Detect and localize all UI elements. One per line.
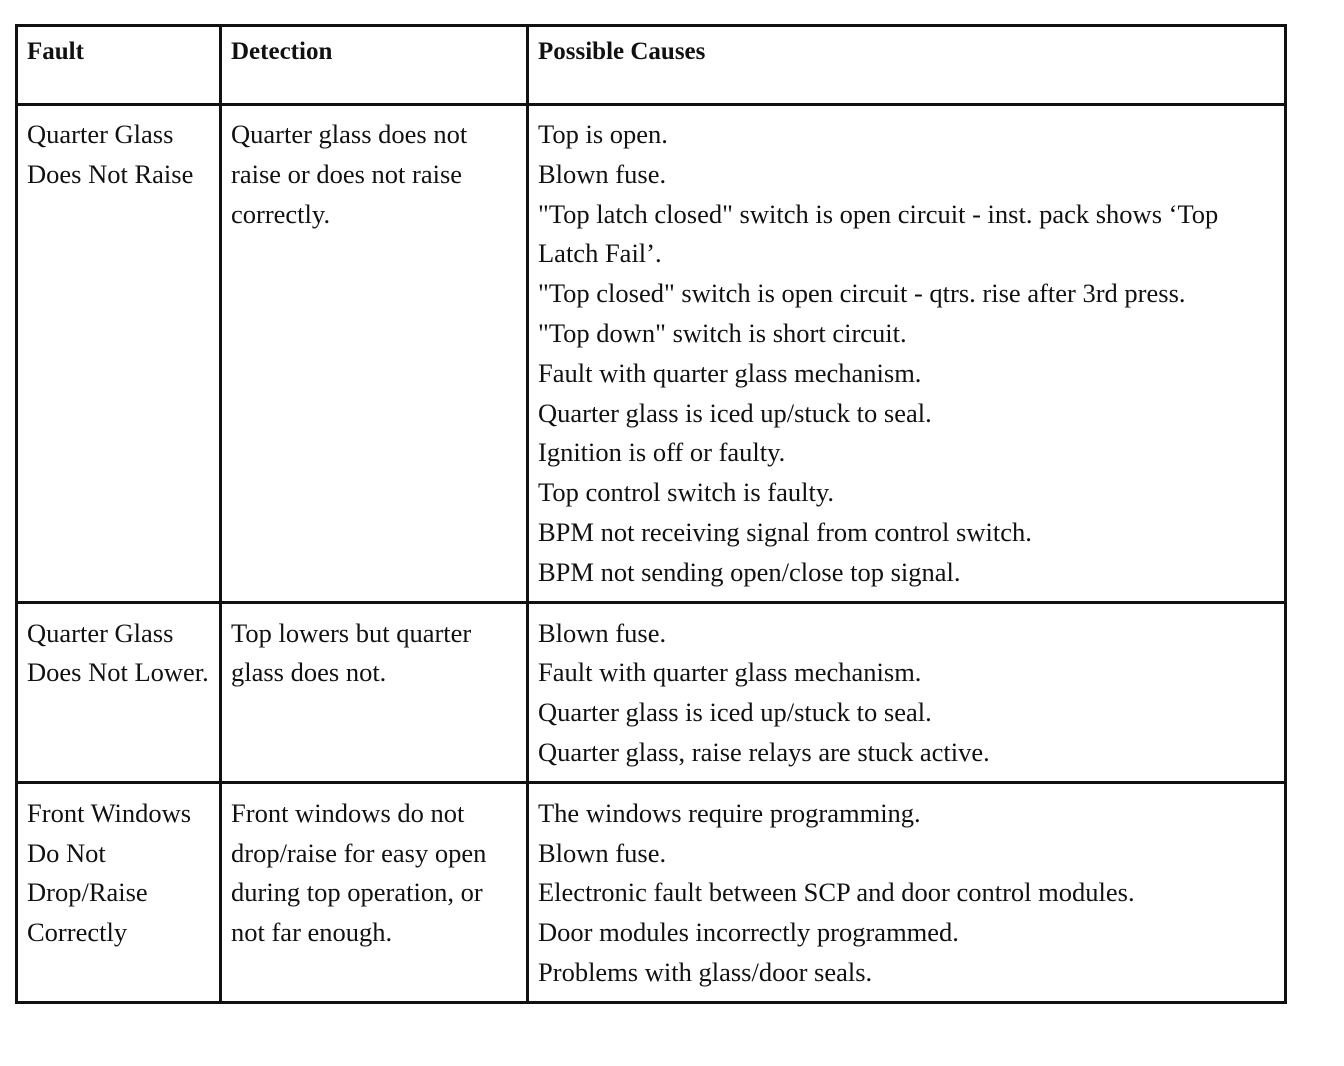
cause-item: Top is open. — [538, 119, 668, 149]
detection-text: Front windows do not drop/raise for easy open during top operation, or not far enough. — [231, 797, 487, 948]
cause-item: Quarter glass is iced up/stuck to seal. — [538, 397, 932, 428]
detection-cell — [221, 602, 528, 782]
cause-item: "Top latch closed" switch is open circuit - inst. pack shows ‘Top Latch Fail’. — [538, 198, 1219, 269]
cause-item: Quarter glass, raise relays are stuck active. — [538, 736, 990, 767]
cause-item: BPM not sending open/close top signal. — [538, 556, 961, 587]
fault-text: Quarter Glass Does Not Raise — [27, 119, 194, 189]
cause-item: Top control switch is faulty. — [538, 477, 834, 508]
fault-diagnosis-table — [15, 24, 1287, 1004]
cause-item: Fault with quarter glass mechanism. — [538, 357, 922, 388]
detection-cell — [221, 105, 528, 603]
header-fault: Fault — [17, 26, 221, 105]
cause-item: Ignition is off or faulty. — [538, 437, 786, 468]
cause-item: Electronic fault between SCP and door control modules. — [538, 877, 1135, 908]
cause-item: Blown fuse. — [538, 158, 667, 189]
fault-text: Quarter Glass Does Not Lower. — [27, 617, 209, 688]
cause-item: Door modules incorrectly programmed. — [538, 917, 959, 948]
cause-item: Fault with quarter glass mechanism. — [538, 657, 922, 688]
fault-cell — [17, 602, 221, 782]
fault-cell — [17, 105, 221, 603]
cause-item: "Top closed" switch is open circuit - qtrs. rise after 3rd press. — [538, 278, 1186, 309]
cause-item: Problems with glass/door seals. — [538, 956, 873, 987]
causes-cell — [528, 602, 1286, 782]
cause-item: "Top down" switch is short circuit. — [538, 317, 907, 348]
detection-text: Quarter glass does not raise or does not raise correctly. — [231, 119, 468, 229]
causes-cell — [528, 105, 1286, 603]
cause-item: Quarter glass is iced up/stuck to seal. — [538, 697, 932, 728]
cause-item: BPM not receiving signal from control switch. — [538, 516, 1032, 547]
cause-item: Blown fuse. — [538, 617, 667, 648]
causes-cell — [528, 782, 1286, 1002]
fault-text: Front Windows Do Not Drop/Raise Correctly — [27, 797, 192, 948]
fault-cell — [17, 782, 221, 1002]
header-detection: Detection — [221, 26, 528, 105]
cause-item: The windows require programming. — [538, 797, 921, 828]
detection-cell — [221, 782, 528, 1002]
table-row — [17, 782, 1286, 1002]
table-header-row — [17, 26, 1286, 105]
cause-item: Blown fuse. — [538, 837, 667, 868]
detection-text: Top lowers but quarter glass does not. — [231, 617, 472, 688]
table-row — [17, 105, 1286, 603]
header-possible-causes: Possible Causes — [528, 26, 1286, 105]
table-row — [17, 602, 1286, 782]
